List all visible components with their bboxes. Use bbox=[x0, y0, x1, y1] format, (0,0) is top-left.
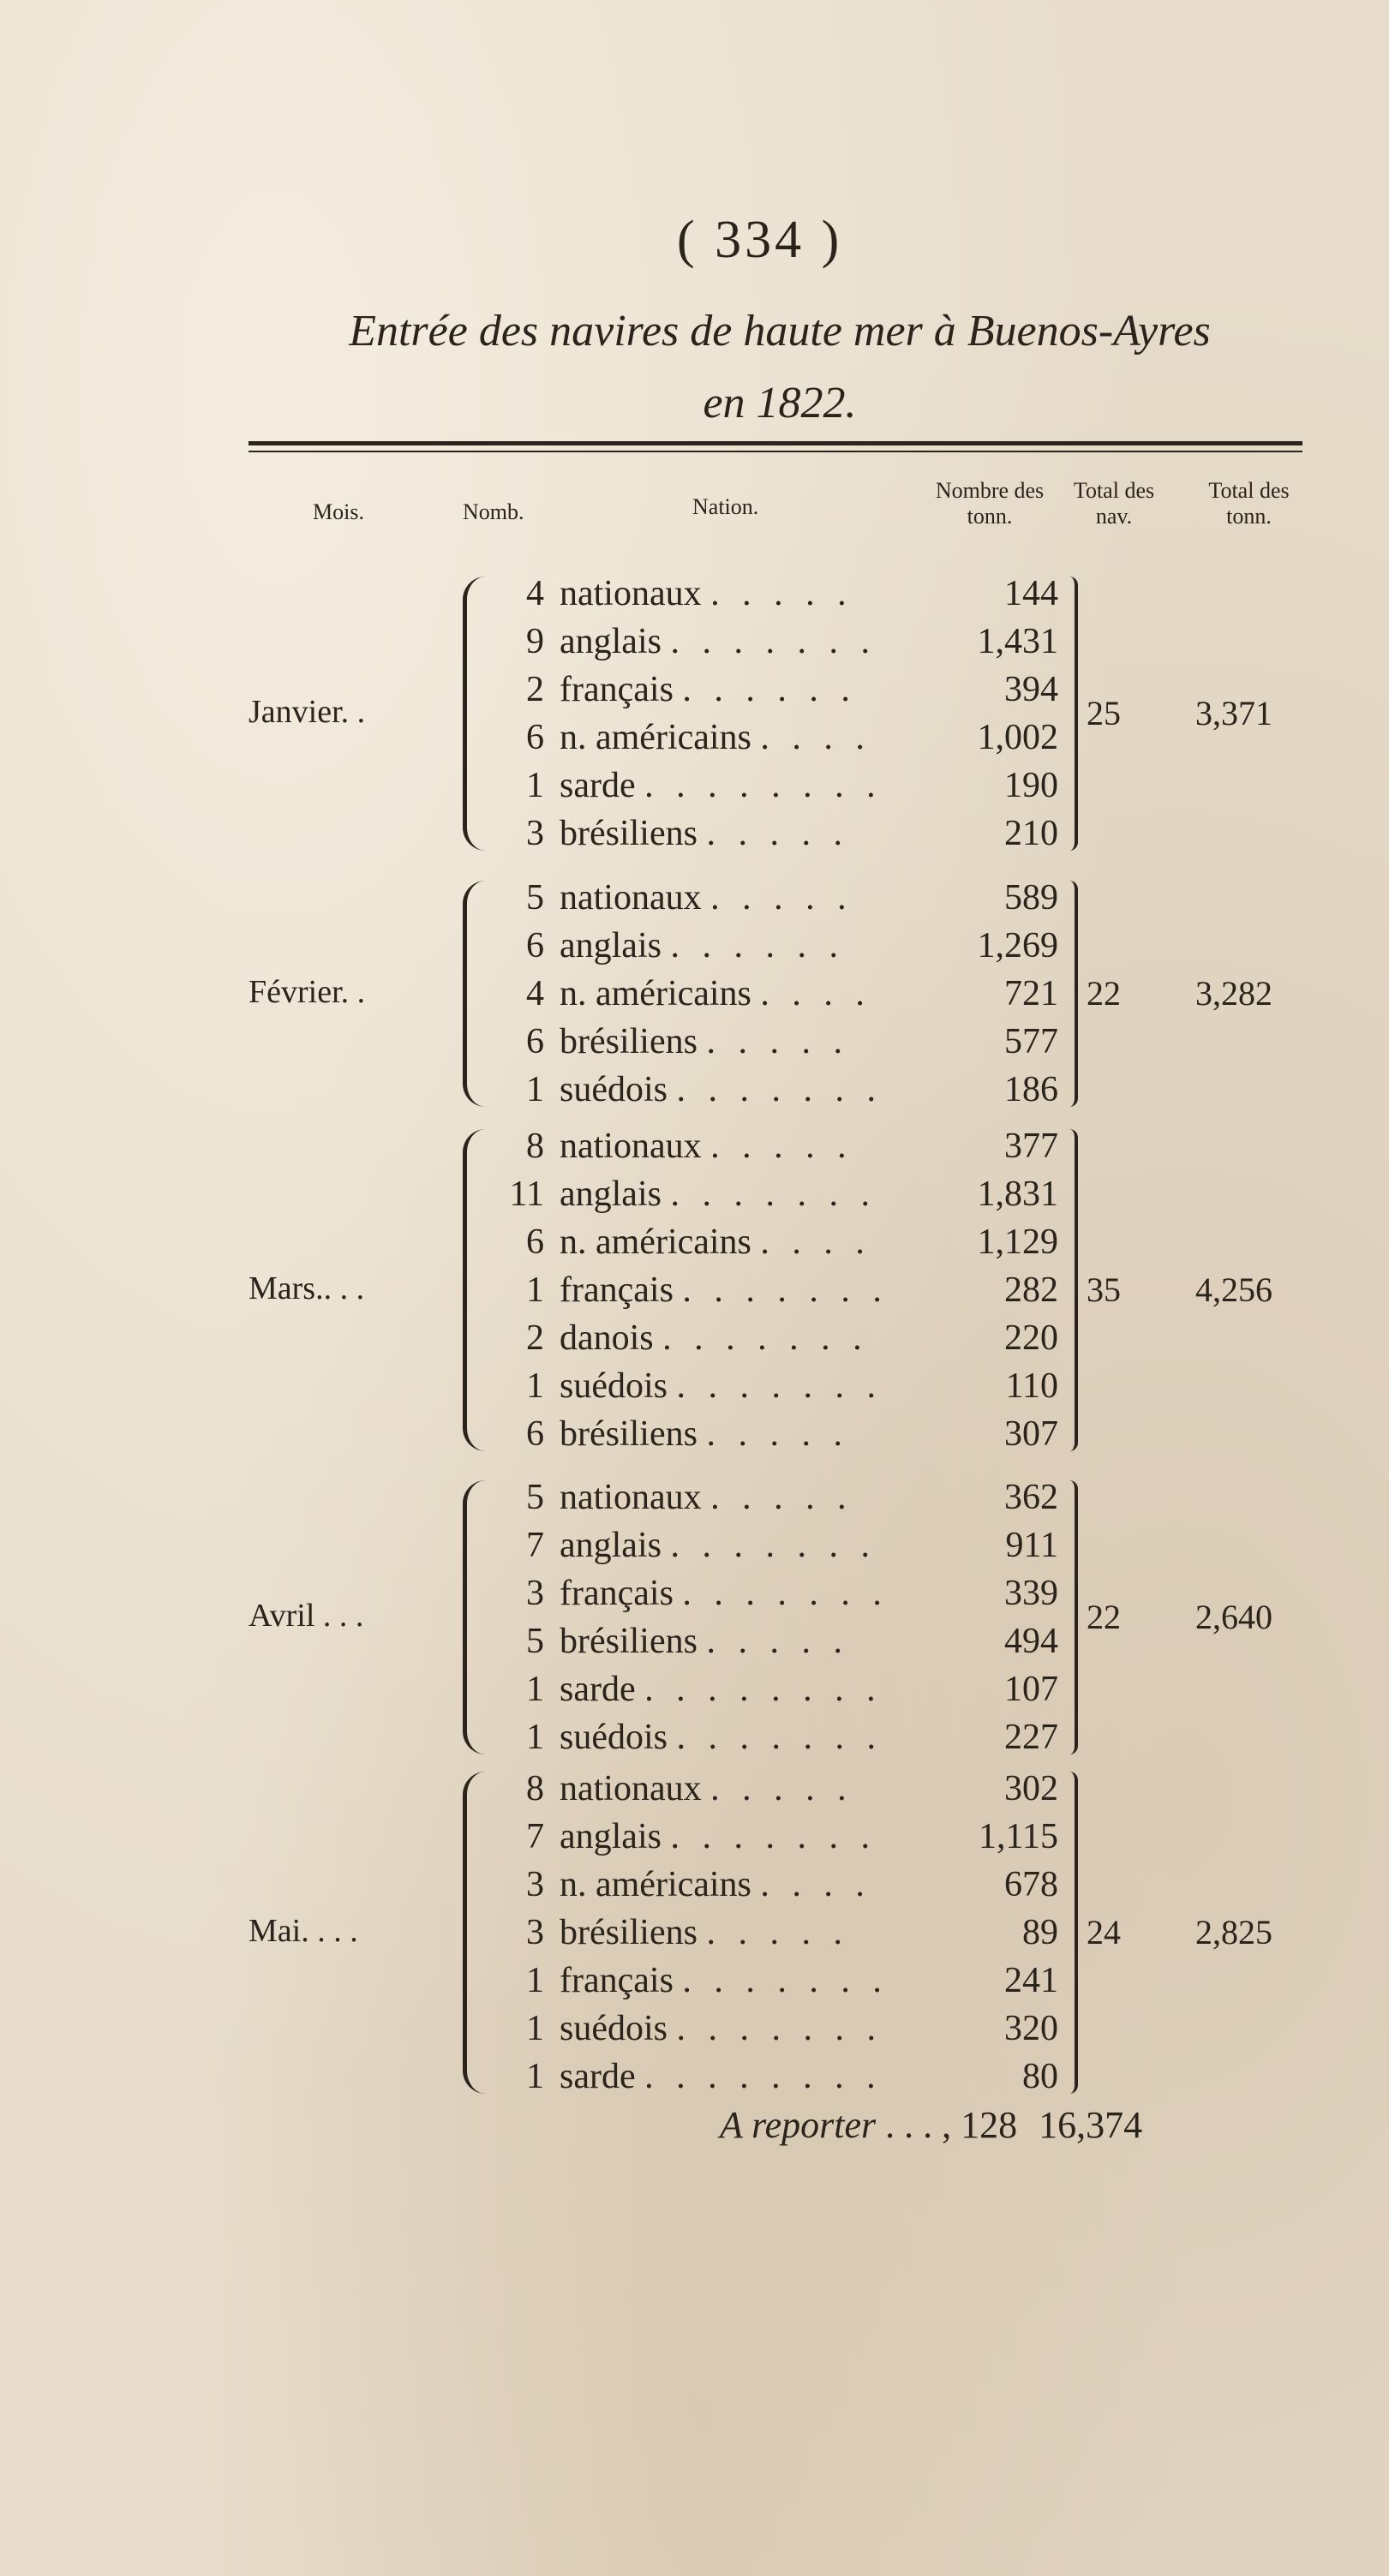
month-total-tonn: 3,371 bbox=[1195, 694, 1272, 732]
ship-count: 6 bbox=[526, 718, 544, 757]
ship-count: 4 bbox=[526, 574, 544, 613]
tonnage-value: 721 bbox=[1004, 974, 1058, 1013]
nation-name: suédois bbox=[560, 2009, 668, 2048]
ship-count: 3 bbox=[526, 1574, 544, 1613]
ship-count: 3 bbox=[526, 814, 544, 853]
tonnage-value: 241 bbox=[1004, 1961, 1058, 2000]
month-total-nav: 22 bbox=[1087, 1598, 1121, 1636]
month-total-tonn: 3,282 bbox=[1195, 974, 1272, 1013]
tonnage-value: 589 bbox=[1004, 878, 1058, 917]
nation-name: brésiliens bbox=[560, 814, 697, 853]
leader-dots: . . . . . . . bbox=[670, 1174, 877, 1214]
nation-name: sarde bbox=[560, 2057, 636, 2096]
leader-dots: . . . . . . . bbox=[682, 1270, 889, 1310]
ship-count: 1 bbox=[526, 1070, 544, 1109]
tonnage-value: 394 bbox=[1004, 670, 1058, 709]
month-name: Janvier. . bbox=[248, 694, 366, 730]
table-row bbox=[501, 2005, 1058, 2053]
nation-name: français bbox=[560, 1961, 674, 2000]
ship-count: 1 bbox=[526, 766, 544, 805]
nation-name: nationaux bbox=[560, 1769, 702, 1808]
header-rule-thick bbox=[248, 441, 1302, 445]
nation-name: n. américains bbox=[560, 974, 751, 1013]
nation-name: français bbox=[560, 1270, 674, 1310]
title-line-2: en 1822. bbox=[703, 379, 857, 427]
ship-count: 3 bbox=[526, 1913, 544, 1952]
month-total-tonn: 2,640 bbox=[1195, 1598, 1272, 1636]
tonnage-value: 362 bbox=[1004, 1478, 1058, 1517]
nation-name: suédois bbox=[560, 1718, 668, 1757]
leader-dots: . . . . . bbox=[706, 1913, 849, 1952]
tonnage-value: 110 bbox=[1005, 1366, 1058, 1406]
leader-dots: . . . . . . . bbox=[676, 1718, 883, 1757]
header-rule-thin bbox=[248, 451, 1302, 452]
tonnage-value: 911 bbox=[1005, 1526, 1058, 1565]
tonnage-value: 190 bbox=[1004, 766, 1058, 805]
ship-count: 6 bbox=[526, 1414, 544, 1454]
table-row bbox=[501, 1521, 1058, 1569]
leader-dots: . . . . . . . bbox=[670, 622, 877, 661]
tonnage-value: 494 bbox=[1004, 1622, 1058, 1661]
leader-dots: . . . . . . . bbox=[676, 1366, 883, 1406]
table-row bbox=[501, 2053, 1058, 2101]
leader-dots: . . . . . bbox=[706, 1622, 849, 1661]
table-row bbox=[501, 570, 1058, 618]
left-brace bbox=[463, 577, 486, 851]
leader-dots: . . . . bbox=[760, 1222, 871, 1262]
table-row bbox=[501, 874, 1058, 922]
right-brace bbox=[1069, 1480, 1078, 1754]
table-row bbox=[501, 1218, 1058, 1266]
month-total-tonn: 4,256 bbox=[1195, 1270, 1272, 1309]
nation-name: anglais bbox=[560, 1817, 662, 1856]
header-total-nav: Total des nav. bbox=[1073, 478, 1155, 529]
nation-name: suédois bbox=[560, 1366, 668, 1406]
table-row bbox=[501, 970, 1058, 1018]
nation-name: français bbox=[560, 670, 674, 709]
table-row bbox=[501, 618, 1058, 666]
header-nomb: Nomb. bbox=[463, 499, 524, 524]
leader-dots: . . . . bbox=[760, 718, 871, 757]
nation-name: n. américains bbox=[560, 718, 751, 757]
header-total-tonn: Total des tonn. bbox=[1208, 478, 1290, 529]
ship-count: 2 bbox=[526, 670, 544, 709]
nation-name: brésiliens bbox=[560, 1913, 697, 1952]
ship-count: 6 bbox=[526, 1022, 544, 1061]
table-row bbox=[501, 1473, 1058, 1521]
nation-name: danois bbox=[560, 1318, 654, 1358]
tonnage-value: 186 bbox=[1004, 1070, 1058, 1109]
month-name: Mars.. . . bbox=[248, 1270, 365, 1306]
month-name: Avril . . . bbox=[248, 1598, 364, 1634]
nation-name: sarde bbox=[560, 766, 636, 805]
tonnage-value: 227 bbox=[1004, 1718, 1058, 1757]
left-brace bbox=[463, 1772, 486, 2094]
tonnage-value: 1,831 bbox=[977, 1174, 1058, 1214]
ship-count: 7 bbox=[526, 1817, 544, 1856]
tonnage-value: 282 bbox=[1004, 1270, 1058, 1310]
leader-dots: . . . . . . . bbox=[682, 1574, 889, 1613]
right-brace bbox=[1069, 1772, 1078, 2094]
table-row bbox=[501, 762, 1058, 810]
leader-dots: . . . . . bbox=[710, 878, 853, 917]
ship-count: 5 bbox=[526, 1478, 544, 1517]
nation-name: anglais bbox=[560, 1526, 662, 1565]
nation-name: nationaux bbox=[560, 574, 702, 613]
ship-count: 6 bbox=[526, 1222, 544, 1262]
leader-dots: . . . . . bbox=[706, 1414, 849, 1454]
table-row bbox=[501, 1410, 1058, 1458]
nation-name: brésiliens bbox=[560, 1622, 697, 1661]
tonnage-value: 320 bbox=[1004, 2009, 1058, 2048]
nation-name: brésiliens bbox=[560, 1414, 697, 1454]
header-nation: Nation. bbox=[692, 494, 759, 519]
tonnage-value: 1,002 bbox=[977, 718, 1058, 757]
table-row bbox=[501, 1569, 1058, 1617]
carry-forward-label: A reporter bbox=[720, 2104, 877, 2146]
ship-count: 2 bbox=[526, 1318, 544, 1358]
nation-name: anglais bbox=[560, 926, 662, 965]
left-brace bbox=[463, 1129, 486, 1451]
nation-name: anglais bbox=[560, 1174, 662, 1214]
table-row bbox=[501, 1713, 1058, 1761]
tonnage-value: 577 bbox=[1004, 1022, 1058, 1061]
table-row bbox=[501, 1170, 1058, 1218]
tonnage-value: 307 bbox=[1004, 1414, 1058, 1454]
carry-forward-line bbox=[720, 2103, 1142, 2147]
tonnage-value: 1,269 bbox=[977, 926, 1058, 965]
table-row bbox=[501, 1665, 1058, 1713]
tonnage-value: 144 bbox=[1004, 574, 1058, 613]
leader-dots: . . . . . bbox=[710, 1127, 853, 1166]
leader-dots: . . . . . bbox=[706, 814, 849, 853]
ship-count: 8 bbox=[526, 1127, 544, 1166]
header-mois: Mois. bbox=[313, 499, 364, 524]
nation-name: n. américains bbox=[560, 1865, 751, 1904]
nation-name: suédois bbox=[560, 1070, 668, 1109]
leader-dots: . . . . . bbox=[706, 1022, 849, 1061]
tonnage-value: 107 bbox=[1004, 1670, 1058, 1709]
leader-dots: . . . . . . . . bbox=[644, 2057, 883, 2096]
month-total-nav: 35 bbox=[1087, 1270, 1121, 1309]
table-row bbox=[501, 1813, 1058, 1861]
table-row bbox=[501, 922, 1058, 970]
ship-count: 1 bbox=[526, 2057, 544, 2096]
tonnage-value: 210 bbox=[1004, 814, 1058, 853]
ship-count: 1 bbox=[526, 1670, 544, 1709]
title-line-1: Entrée des navires de haute mer à Buenos-Ayres bbox=[349, 307, 1211, 356]
table-row bbox=[501, 1122, 1058, 1170]
carry-forward-total-nav: 128 bbox=[961, 2104, 1018, 2146]
leader-dots: . . . . . bbox=[710, 1769, 853, 1808]
right-brace bbox=[1069, 577, 1078, 851]
ship-count: 1 bbox=[526, 2009, 544, 2048]
table-row bbox=[501, 714, 1058, 762]
nation-name: sarde bbox=[560, 1670, 636, 1709]
right-brace bbox=[1069, 1129, 1078, 1451]
ship-count: 7 bbox=[526, 1526, 544, 1565]
ship-count: 3 bbox=[526, 1865, 544, 1904]
month-total-nav: 22 bbox=[1087, 974, 1121, 1013]
table-row bbox=[501, 666, 1058, 714]
table-row bbox=[501, 1362, 1058, 1410]
month-total-nav: 25 bbox=[1087, 694, 1121, 732]
right-brace bbox=[1069, 881, 1078, 1107]
left-brace bbox=[463, 881, 486, 1107]
leader-dots: . . . . . . . bbox=[662, 1318, 869, 1358]
tonnage-value: 1,115 bbox=[979, 1817, 1058, 1856]
table-row bbox=[501, 810, 1058, 858]
ship-count: 1 bbox=[526, 1718, 544, 1757]
month-name: Mai. . . . bbox=[248, 1913, 358, 1949]
ship-count: 8 bbox=[526, 1769, 544, 1808]
leader-dots: . . . . . . . bbox=[670, 1526, 877, 1565]
ship-count: 5 bbox=[526, 1622, 544, 1661]
ship-count: 1 bbox=[526, 1270, 544, 1310]
page-number: ( 334 ) bbox=[677, 211, 843, 269]
tonnage-value: 339 bbox=[1004, 1574, 1058, 1613]
leader-dots: . . . . . bbox=[710, 1478, 853, 1517]
ship-count: 4 bbox=[526, 974, 544, 1013]
table-row bbox=[501, 1314, 1058, 1362]
nation-name: n. américains bbox=[560, 1222, 751, 1262]
table-row bbox=[501, 1617, 1058, 1665]
tonnage-value: 678 bbox=[1004, 1865, 1058, 1904]
leader-dots: . . . . bbox=[760, 974, 871, 1013]
ship-count: 9 bbox=[526, 622, 544, 661]
nation-name: nationaux bbox=[560, 1478, 702, 1517]
leader-dots: . . . . . . . . bbox=[644, 766, 883, 805]
tonnage-value: 377 bbox=[1004, 1127, 1058, 1166]
table-row bbox=[501, 1957, 1058, 2005]
ship-count: 11 bbox=[509, 1174, 544, 1214]
leader-dots: . . . . . . bbox=[682, 670, 857, 709]
tonnage-value: 302 bbox=[1004, 1769, 1058, 1808]
month-name: Février. . bbox=[248, 974, 366, 1010]
leader-dots: . . . . . . . bbox=[682, 1961, 889, 2000]
page-title bbox=[240, 296, 1320, 439]
carry-forward-total-tonn: 16,374 bbox=[1039, 2104, 1143, 2146]
table-row bbox=[501, 1909, 1058, 1957]
leader-dots: . . . . . . . bbox=[676, 1070, 883, 1109]
nation-name: nationaux bbox=[560, 878, 702, 917]
ship-count: 5 bbox=[526, 878, 544, 917]
tonnage-value: 1,431 bbox=[977, 622, 1058, 661]
table-row bbox=[501, 1018, 1058, 1066]
leader-dots: . . . . bbox=[760, 1865, 871, 1904]
carry-forward-dots: . . . , bbox=[885, 2104, 952, 2146]
leader-dots: . . . . . . bbox=[670, 926, 845, 965]
tonnage-value: 89 bbox=[1022, 1913, 1058, 1952]
nation-name: nationaux bbox=[560, 1127, 702, 1166]
month-total-nav: 24 bbox=[1087, 1913, 1121, 1951]
ship-count: 1 bbox=[526, 1366, 544, 1406]
table-row bbox=[501, 1861, 1058, 1909]
leader-dots: . . . . . . . bbox=[670, 1817, 877, 1856]
leader-dots: . . . . . bbox=[710, 574, 853, 613]
left-brace bbox=[463, 1480, 486, 1754]
tonnage-value: 1,129 bbox=[977, 1222, 1058, 1262]
table-row bbox=[501, 1066, 1058, 1114]
ship-count: 6 bbox=[526, 926, 544, 965]
nation-name: français bbox=[560, 1574, 674, 1613]
tonnage-value: 80 bbox=[1022, 2057, 1058, 2096]
ship-count: 1 bbox=[526, 1961, 544, 2000]
nation-name: brésiliens bbox=[560, 1022, 697, 1061]
header-nombre-tonn: Nombre des tonn. bbox=[935, 478, 1045, 529]
leader-dots: . . . . . . . . bbox=[644, 1670, 883, 1709]
nation-name: anglais bbox=[560, 622, 662, 661]
table-row bbox=[501, 1765, 1058, 1813]
leader-dots: . . . . . . . bbox=[676, 2009, 883, 2048]
tonnage-value: 220 bbox=[1004, 1318, 1058, 1358]
month-total-tonn: 2,825 bbox=[1195, 1913, 1272, 1951]
table-row bbox=[501, 1266, 1058, 1314]
